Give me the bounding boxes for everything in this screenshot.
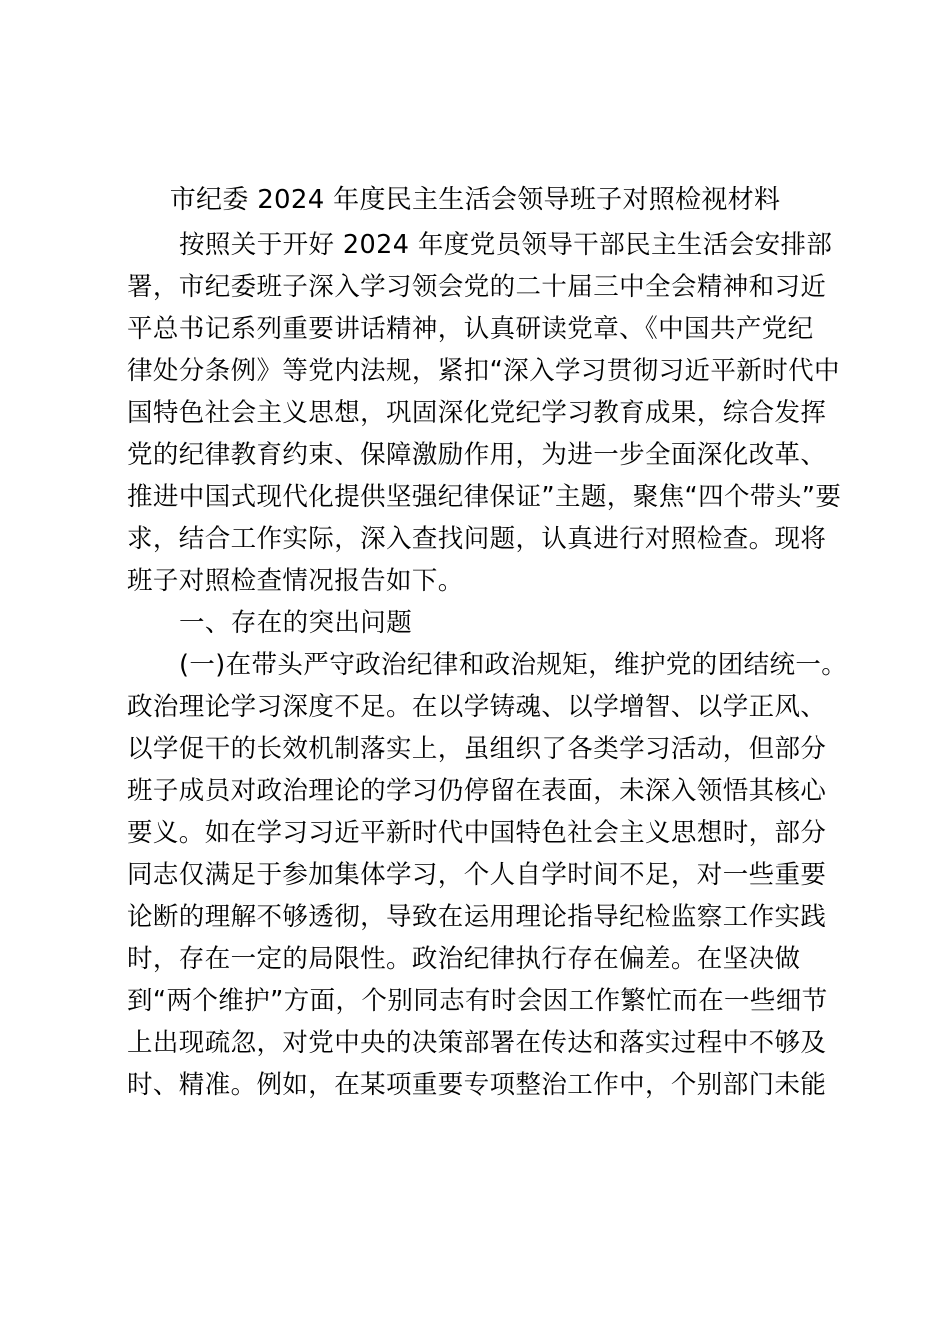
paragraph-line: 国特色社会主义思想，巩固深化党纪学习教育成果，综合发挥 (127, 398, 827, 428)
paragraph-line: 平总书记系列重要讲话精神，认真研读党章、《中国共产党纪 (127, 314, 814, 344)
paragraph-line: 上出现疏忽，对党中央的决策部署在传达和落实过程中不够及 (127, 1028, 827, 1058)
subsection-heading: (一)在带头严守政治纪律和政治规矩，维护党的团结统一。 (179, 650, 848, 680)
paragraph-line: 班子成员对政治理论的学习仍停留在表面，未深入领悟其核心 (127, 776, 827, 806)
document-title: 市纪委 2024 年度民主生活会领导班子对照检视材料 (169, 185, 781, 215)
paragraph-line: 班子对照检查情况报告如下。 (127, 566, 464, 596)
paragraph-line: 时、精准。例如，在某项重要专项整治工作中，个别部门未能 (127, 1070, 827, 1100)
paragraph-line: 按照关于开好 2024 年度党员领导干部民主生活会安排部 (179, 230, 833, 260)
paragraph-line: 要义。如在学习习近平新时代中国特色社会主义思想时，部分 (127, 818, 827, 848)
paragraph-line: 求，结合工作实际，深入查找问题，认真进行对照检查。现将 (127, 524, 827, 554)
paragraph-line: 署，市纪委班子深入学习领会党的二十届三中全会精神和习近 (127, 272, 827, 302)
paragraph-line: 同志仅满足于参加集体学习，个人自学时间不足，对一些重要 (127, 860, 827, 890)
paragraph-line: 时，存在一定的局限性。政治纪律执行存在偏差。在坚决做 (127, 944, 801, 974)
paragraph-line: 到“两个维护”方面，个别同志有时会因工作繁忙而在一些细节 (127, 986, 828, 1016)
section-heading: 一、存在的突出问题 (179, 608, 413, 638)
paragraph-line: 党的纪律教育约束、保障激励作用，为进一步全面深化改革、 (127, 440, 827, 470)
paragraph-line: 律处分条例》等党内法规，紧扣“深入学习贯彻习近平新时代中 (127, 356, 840, 386)
paragraph-line: 推进中国式现代化提供坚强纪律保证”主题，聚焦“四个带头”要 (127, 482, 842, 512)
paragraph-line: 以学促干的长效机制落实上，虽组织了各类学习活动，但部分 (127, 734, 827, 764)
paragraph-line: 政治理论学习深度不足。在以学铸魂、以学增智、以学正风、 (127, 692, 827, 722)
paragraph-line: 论断的理解不够透彻，导致在运用理论指导纪检监察工作实践 (127, 902, 827, 932)
